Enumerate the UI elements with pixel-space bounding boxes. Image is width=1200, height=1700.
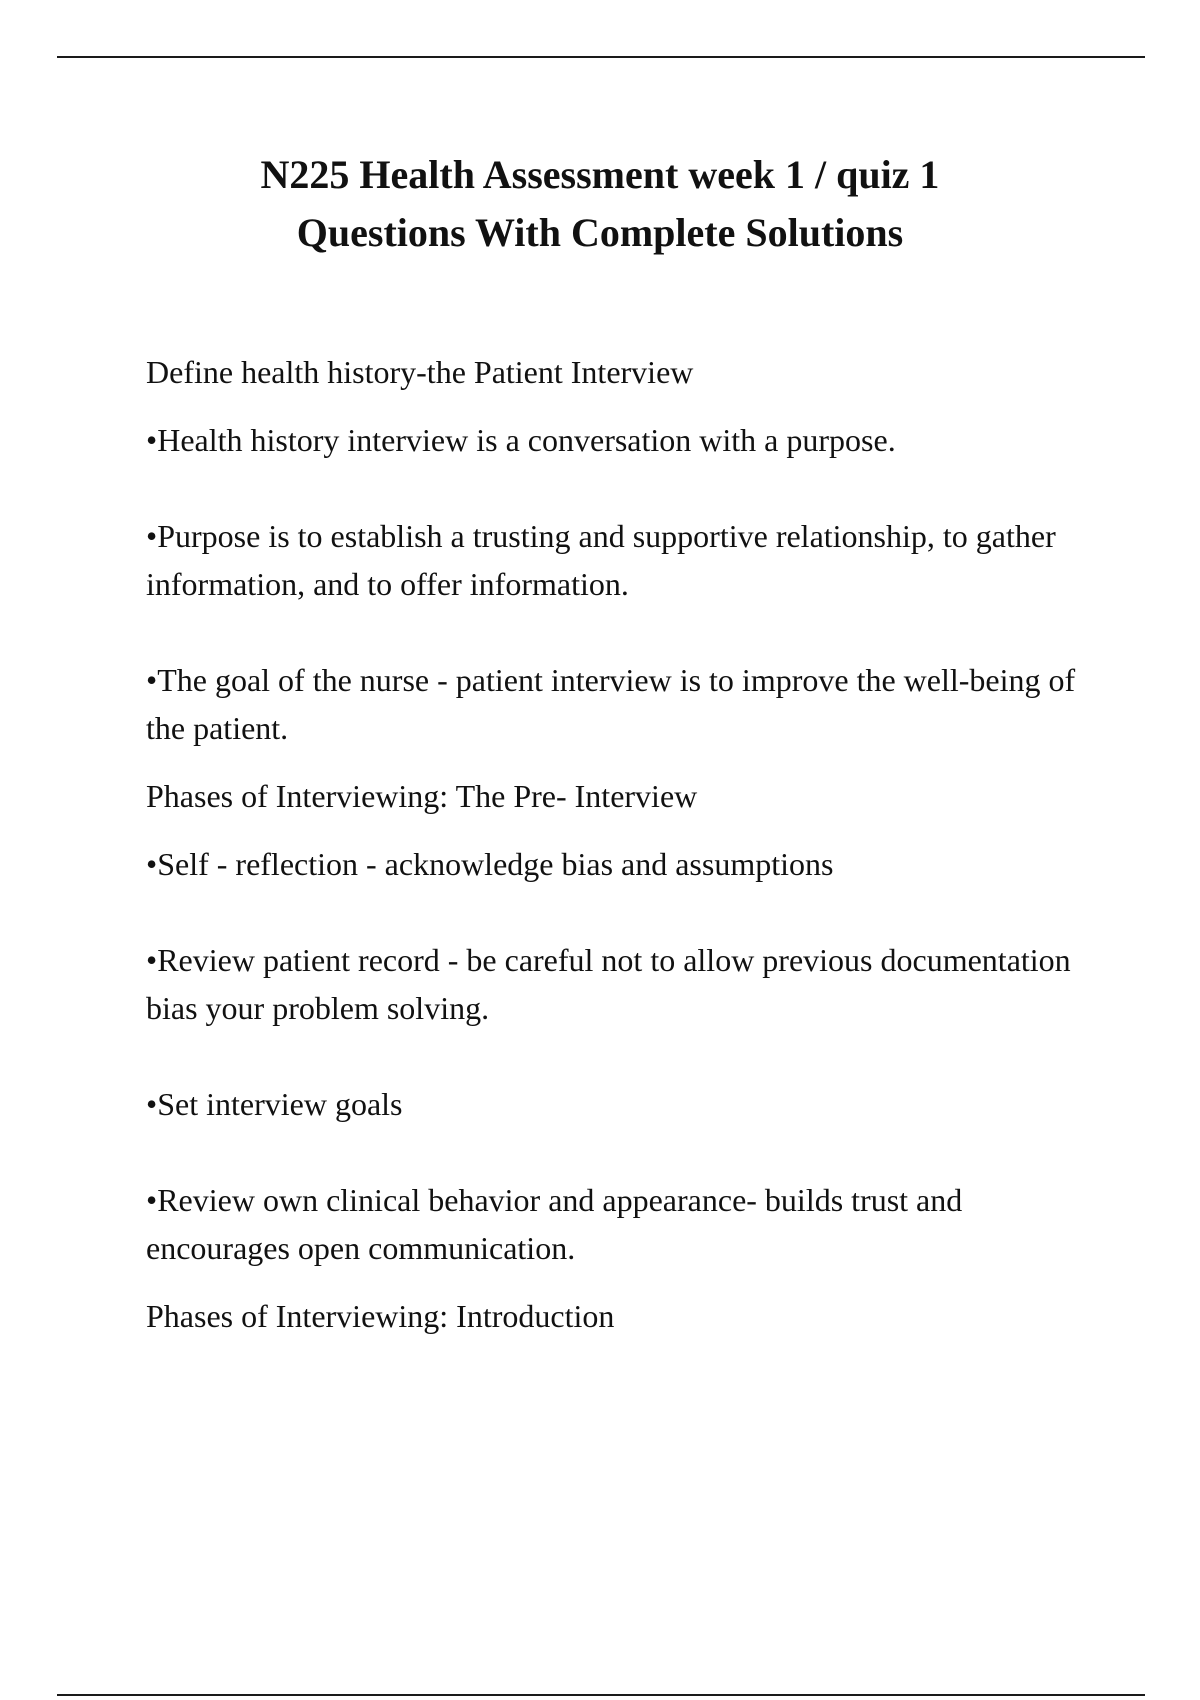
- title-line-1: N225 Health Assessment week 1 / quiz 1: [260, 152, 940, 197]
- section-heading: Phases of Interviewing: Introduction: [146, 1298, 615, 1334]
- bottom-divider: [57, 1694, 1145, 1696]
- bullet-item: •Set interview goals: [146, 1086, 403, 1122]
- bullet-item: •Health history interview is a conversation with a purpose.: [146, 422, 896, 458]
- section-heading: Define health history-the Patient Interview: [146, 354, 694, 390]
- document-title: [100, 146, 1100, 262]
- section-heading: Phases of Interviewing: The Pre- Interview: [146, 778, 698, 814]
- bullet-item: •Review own clinical behavior and appearance- builds trust and encourages open communication.: [146, 1182, 963, 1266]
- bullet-item: •The goal of the nurse - patient interview is to improve the well-being of the patient.: [146, 662, 1076, 746]
- bullet-item: •Purpose is to establish a trusting and supportive relationship, to gather information, and to offer information.: [146, 518, 1056, 602]
- title-line-2: Questions With Complete Solutions: [296, 210, 904, 255]
- bullet-item: •Self - reflection - acknowledge bias and assumptions: [146, 846, 834, 882]
- document-body: [146, 348, 1091, 1360]
- top-divider: [57, 56, 1145, 58]
- bullet-item: •Review patient record - be careful not to allow previous documentation bias your problem solving.: [146, 942, 1071, 1026]
